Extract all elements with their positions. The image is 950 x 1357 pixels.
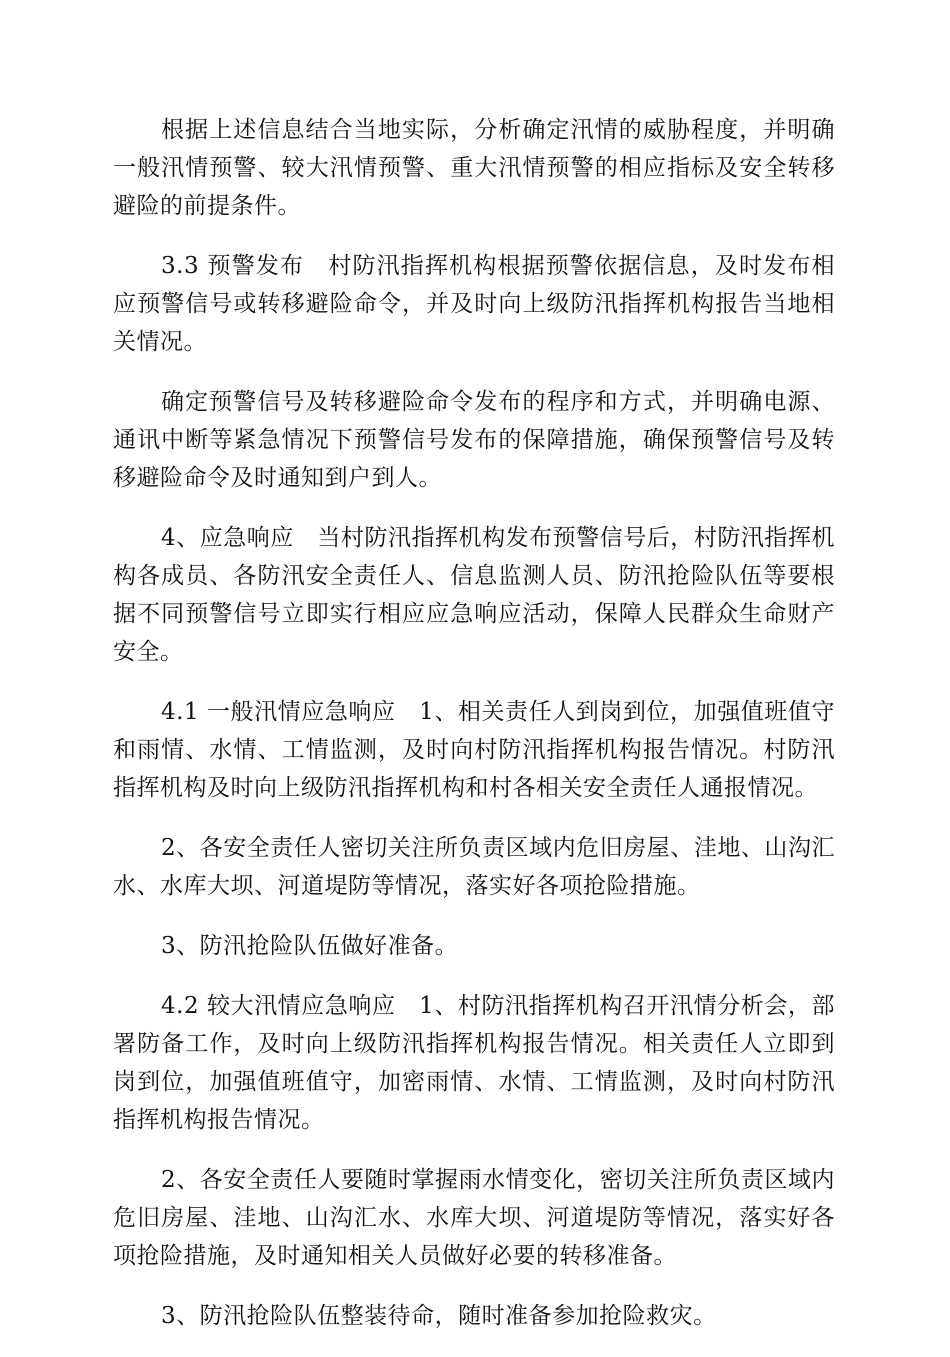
paragraph-4-2-item-2: 2、各安全责任人要随时掌握雨水情变化，密切关注所负责区域内危旧房屋、洼地、山沟汇水、水库大坝、河道堤防等情况，落实好各项抢险措施，及时通知相关人员做好必要的转移准备。 <box>113 1167 835 1269</box>
paragraph-warning-criteria: 根据上述信息结合当地实际，分析确定汛情的威胁程度，并明确一般汛情预警、较大汛情预警、重大汛情预警的相应指标及安全转移避险的前提条件。 <box>113 117 835 219</box>
paragraph-warning-procedure: 确定预警信号及转移避险命令发布的程序和方式，并明确电源、通讯中断等紧急情况下预警信号发布的保障措施，确保预警信号及转移避险命令及时通知到户到人。 <box>113 389 835 491</box>
paragraph-4-2-major-response: 4.2 较大汛情应急响应 1、村防汛指挥机构召开汛情分析会，部署防备工作，及时向上级防汛指挥机构报告情况。相关责任人立即到岗到位，加强值班值守，加密雨情、水情、工情监测，及时向村防汛指挥机构报告情况。 <box>113 993 835 1133</box>
paragraph-4-1-item-3: 3、防汛抢险队伍做好准备。 <box>161 933 459 959</box>
paragraph-4-1-general-response: 4.1 一般汛情应急响应 1、相关责任人到岗到位，加强值班值守和雨情、水情、工情监测，及时向村防汛指挥机构报告情况。村防汛指挥机构及时向上级防汛指挥机构和村各相关安全责任人通报情况。 <box>113 699 835 801</box>
paragraph-4-1-item-2: 2、各安全责任人密切关注所负责区域内危旧房屋、洼地、山沟汇水、水库大坝、河道堤防等情况，落实好各项抢险措施。 <box>113 835 835 899</box>
paragraph-4-emergency-response: 4、应急响应 当村防汛指挥机构发布预警信号后，村防汛指挥机构各成员、各防汛安全责任人、信息监测人员、防汛抢险队伍等要根据不同预警信号立即实行相应应急响应活动，保障人民群众生命财产安全。 <box>113 525 835 665</box>
paragraph-4-2-item-3: 3、防汛抢险队伍整装待命，随时准备参加抢险救灾。 <box>161 1303 717 1329</box>
paragraph-3-3-warning-release: 3.3 预警发布 村防汛指挥机构根据预警依据信息，及时发布相应预警信号或转移避险命令，并及时向上级防汛指挥机构报告当地相关情况。 <box>113 253 835 355</box>
document-body <box>113 111 835 1357</box>
